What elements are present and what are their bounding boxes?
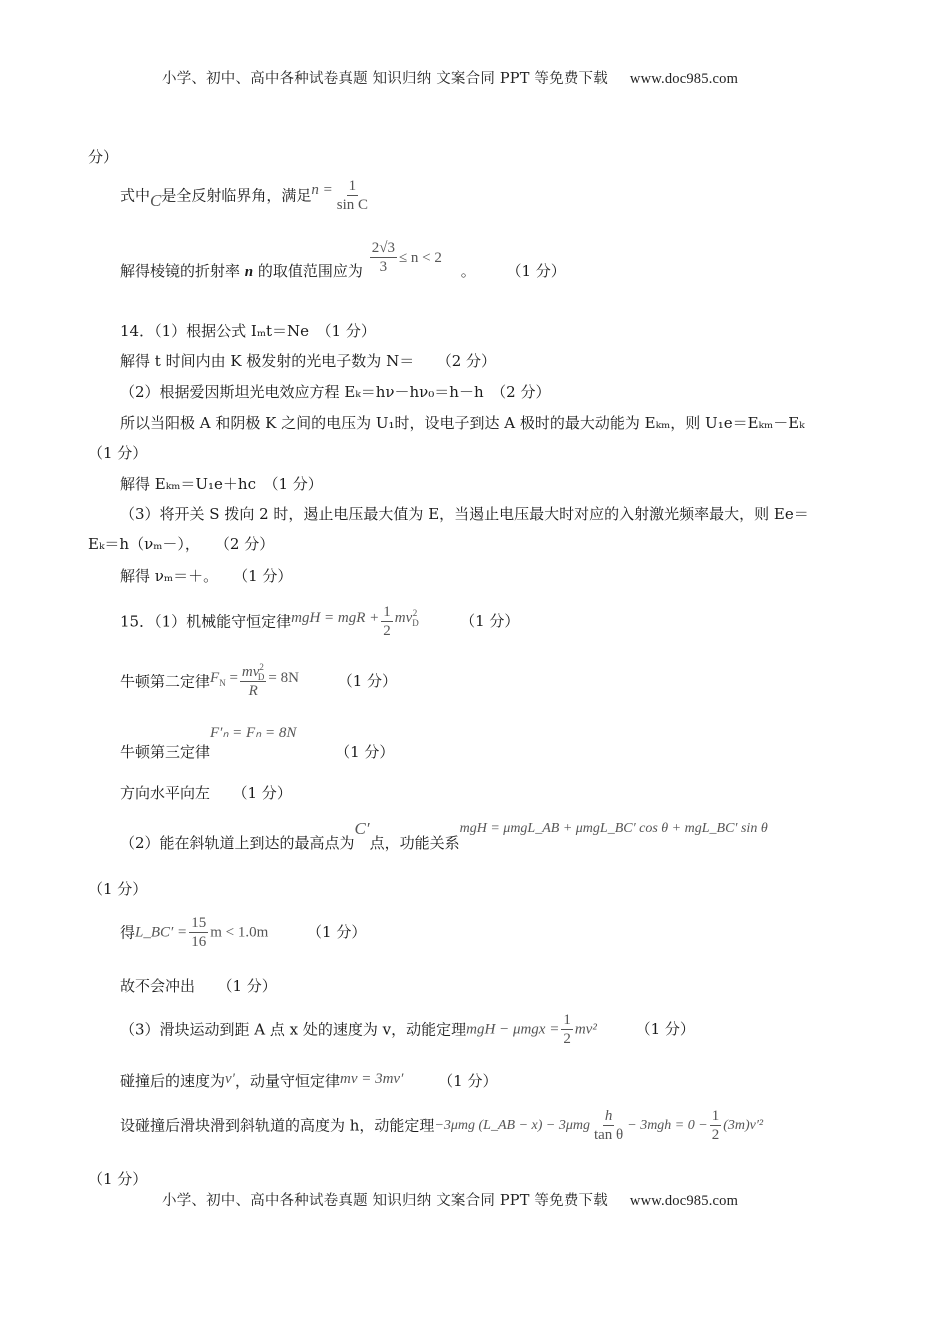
text: 的取值范围应为 bbox=[257, 261, 363, 280]
header-text: 小学、初中、高中各种试卷真题 知识归纳 文案合同 PPT 等免费下载 bbox=[162, 71, 608, 87]
q15-line-4: 方向水平向左 （1 分） bbox=[120, 784, 292, 802]
numerator: 1 bbox=[563, 1012, 571, 1028]
formula-rhs: = 8N bbox=[268, 669, 299, 686]
numerator: 15 bbox=[191, 915, 207, 931]
formula: F′ₙ = Fₙ = 8N bbox=[210, 725, 297, 741]
text-line: 分） bbox=[88, 148, 119, 166]
text: 式中 bbox=[120, 186, 151, 205]
denominator: 2 bbox=[563, 1030, 571, 1047]
formula bbox=[291, 610, 379, 626]
formula-lhs: n = bbox=[311, 181, 333, 198]
text: 点，功能关系 bbox=[369, 834, 460, 852]
q14-line-8: Eₖ＝h（νₘ－）， （2 分） bbox=[88, 535, 275, 553]
denominator: 16 bbox=[191, 933, 207, 950]
formula-part: mgH − μmgx = bbox=[466, 1021, 560, 1038]
q15-line-1 bbox=[120, 604, 519, 640]
q14-line-2: 解得 t 时间内由 K 极发射的光电子数为 N＝ （2 分） bbox=[120, 352, 497, 370]
q14-line-5: （1 分） bbox=[88, 444, 148, 462]
formula-n bbox=[311, 182, 332, 198]
text: （2）能在斜轨道上到达的最高点为 bbox=[120, 834, 355, 852]
page-footer bbox=[162, 1194, 738, 1209]
q14-line-4: 所以当阳极 A 和阴极 K 之间的电压为 U₁时，设电子到达 A 极时的最大动能为 Eₖₘ，则 U₁e＝Eₖₘ－Eₖ bbox=[120, 414, 805, 432]
fraction bbox=[381, 604, 393, 640]
numerator: 1 bbox=[383, 604, 391, 620]
numerator: h bbox=[604, 1108, 613, 1124]
fraction bbox=[370, 240, 397, 276]
formula-lhs: L_BC′ = bbox=[135, 924, 188, 941]
subscript: N bbox=[219, 677, 226, 688]
denominator: 2 bbox=[711, 1126, 720, 1143]
q15-line-11 bbox=[120, 1108, 763, 1144]
fraction bbox=[335, 178, 370, 214]
q14-line-9: 解得 νₘ＝＋。 （1 分） bbox=[120, 567, 293, 585]
score: （1 分） bbox=[635, 1020, 695, 1039]
formula: mv = 3mv′ bbox=[339, 1071, 404, 1087]
text: 牛顿第三定律 bbox=[120, 743, 211, 761]
score: （1 分） bbox=[438, 1072, 498, 1090]
denominator: tan θ bbox=[593, 1126, 624, 1143]
text: 解得棱镜的折射率 bbox=[120, 261, 241, 280]
footer-text: 小学、初中、高中各种试卷真题 知识归纳 文案合同 PPT 等免费下载 bbox=[162, 1193, 608, 1209]
formula-rest: ≤ n < 2 bbox=[398, 249, 442, 266]
formula-part: (3m)v′² bbox=[723, 1117, 764, 1133]
var-v-prime: v′ bbox=[225, 1071, 235, 1087]
score: （1 分） bbox=[337, 672, 398, 691]
formula-rhs: m < 1.0m bbox=[210, 924, 269, 941]
numerator: 1 bbox=[348, 178, 357, 194]
text: （3）滑块运动到距 A 点 x 处的速度为 v，动能定理 bbox=[120, 1020, 467, 1039]
text: ，动量守恒定律 bbox=[234, 1072, 340, 1090]
q15-line-5 bbox=[120, 820, 768, 851]
text: 设碰撞后滑块滑到斜轨道的高度为 h，动能定理 bbox=[120, 1116, 435, 1135]
q15-line-10 bbox=[120, 1072, 497, 1089]
formula-lhs: F bbox=[210, 669, 220, 686]
q15-line-9 bbox=[120, 1012, 695, 1048]
formula: mgH = μmgL_AB + μmgL_BC′ cos θ + mgL_BC′ sin θ bbox=[459, 821, 768, 836]
numerator: $mv^2_D$ bbox=[241, 662, 265, 682]
q15-line-2: 牛顿第二定律$F_N$ = $\frac{mv^2_D}{R}$ = 8N （1 分） bbox=[120, 662, 398, 699]
denominator: 2 bbox=[383, 622, 391, 639]
denominator: sin C bbox=[336, 196, 369, 213]
score: （1 分） bbox=[335, 743, 395, 761]
q14-line-6: 解得 Eₖₘ＝U₁e＋hc （1 分） bbox=[120, 475, 323, 493]
var-C-prime: C′ bbox=[354, 819, 370, 838]
header-url: www.doc985.com bbox=[629, 71, 739, 87]
text: 。 bbox=[460, 261, 476, 280]
superscript: 2 bbox=[412, 607, 418, 618]
text: 15．（1）机械能守恒定律 bbox=[120, 612, 292, 631]
formula-part: mv bbox=[394, 609, 413, 626]
numerator: 1 bbox=[711, 1108, 720, 1124]
fraction bbox=[189, 915, 208, 951]
score: （1 分） bbox=[506, 261, 566, 280]
refractive-index-range-line bbox=[120, 240, 566, 280]
critical-angle-line bbox=[120, 178, 372, 214]
q14-line-1: 14．（1）根据公式 Iₘt＝Ne （1 分） bbox=[120, 322, 376, 340]
score: （1 分） bbox=[307, 923, 367, 942]
page-header bbox=[162, 72, 738, 87]
q15-line-8: 故不会冲出 （1 分） bbox=[120, 977, 277, 995]
footer-url: www.doc985.com bbox=[629, 1193, 739, 1209]
fraction bbox=[592, 1108, 625, 1144]
q15-line-3 bbox=[120, 726, 394, 760]
fraction bbox=[561, 1012, 573, 1048]
denominator: R bbox=[248, 682, 258, 699]
fraction bbox=[710, 1108, 722, 1144]
q15-line-7 bbox=[120, 915, 366, 951]
formula-part: mgH = mgR + bbox=[291, 609, 380, 626]
formula-part: −3μmg (L_AB − x) − 3μmg bbox=[434, 1117, 590, 1133]
text: 碰撞后的速度为 bbox=[120, 1072, 226, 1090]
subscript: D bbox=[412, 617, 419, 628]
text: 得 bbox=[120, 923, 136, 942]
var-n: n bbox=[244, 263, 254, 280]
formula-part: mv² bbox=[574, 1021, 597, 1038]
q15-line-6: （1 分） bbox=[88, 880, 148, 898]
text: 牛顿第二定律 bbox=[120, 672, 211, 691]
text: 是全反射临界角，满足 bbox=[161, 186, 312, 205]
formula-part: − 3mgh = 0 − bbox=[627, 1117, 708, 1133]
score: （1 分） bbox=[460, 612, 520, 631]
q15-line-12: （1 分） bbox=[88, 1170, 148, 1188]
numerator: 2√3 bbox=[371, 240, 395, 256]
var-C: C bbox=[150, 190, 162, 210]
q14-line-3: （2）根据爱因斯坦光电效应方程 Eₖ＝hν－hν₀＝h－h （2 分） bbox=[120, 383, 551, 401]
q14-line-7: （3）将开关 S 拨向 2 时，遏止电压最大值为 E，当遏止电压最大时对应的入射激光频率最大，则 Ee＝ bbox=[120, 505, 809, 523]
denominator: 3 bbox=[379, 258, 388, 275]
fraction bbox=[240, 664, 267, 700]
